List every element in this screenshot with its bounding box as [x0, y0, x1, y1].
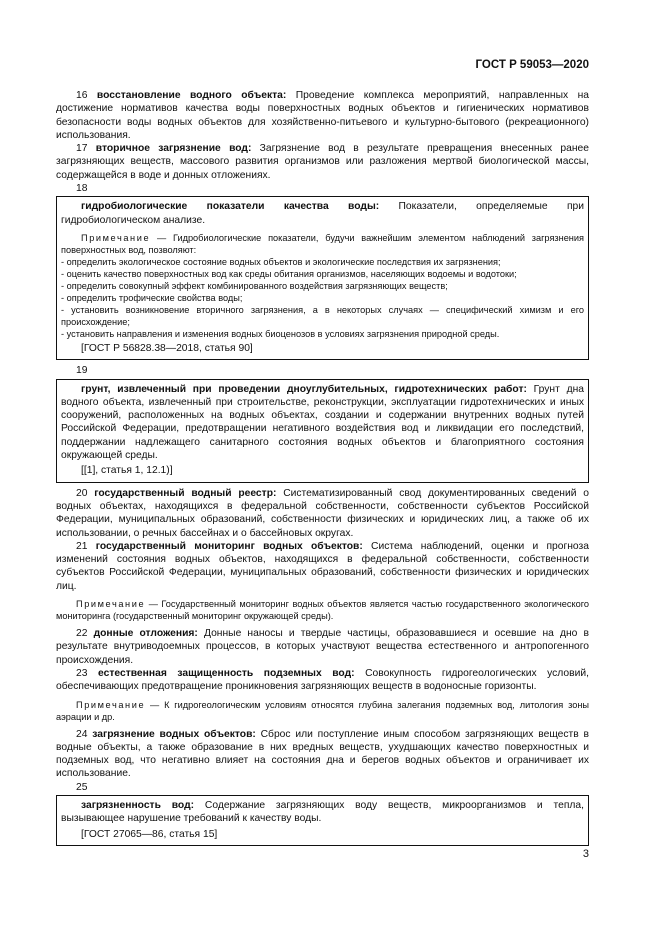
entry-17: 17 вторичное загрязнение вод: Загрязнение вод в результате превращения внесенных ранее загрязняющих веществ, массового развития организмов или разложения мертвой биологической массы, содержащейся в воде и донных отложениях.: [56, 143, 589, 181]
entry-23-note: Примечание — К гидрогеологическим условиям относятся глубина залегания подземных вод, литология зоны аэрации и др.: [56, 699, 589, 722]
source-reference: [ГОСТ Р 56828.38—2018, статья 90]: [81, 342, 253, 354]
term: донные отложения:: [93, 628, 198, 640]
note-list-item: - определить экологическое состояние водных объектов и экологические последствия их загрязнения;: [61, 256, 501, 267]
entry-25-box: [56, 795, 589, 846]
entry-20: 20 государственный водный реестр: Систематизированный свод документированных сведений о водных объектах, находящихся в федеральной собственности, собственности субъектов Российской Федерации, муниципальных образований, собственности физических и юридических лиц, а также об их использовании, о речных бассейнах и о бассейновых округах.: [56, 487, 589, 539]
document-body: [56, 89, 589, 850]
note-list-item: - установить направления и изменения водных биоценозов в условиях загрязнения природной среды.: [61, 328, 500, 339]
entry-23: 23 естественная защищенность подземных вод: Совокупность гидрогеологических условий, обеспечивающих предотвращение проникновения загрязняющих веществ в водоносные горизонты.: [56, 667, 589, 693]
source-reference: [[1], статья 1, 12.1)]: [81, 465, 173, 477]
entry-18-number: 18: [76, 183, 88, 195]
term: грунт, извлеченный при проведении дноуглубительных, гидротехнических работ:: [81, 383, 527, 395]
note-list-item: - оценить качество поверхностных вод как среды обитания организмов, населяющих водоемы и водотоки;: [61, 268, 517, 279]
note-list-item: - определить трофические свойства воды;: [61, 292, 243, 303]
entry-19-definition: грунт, извлеченный при проведении дноуглубительных, гидротехнических работ: Грунт дна водного объекта, извлеченный при строительстве, реконструкции, эксплуатации гидротехнических и иных сооружений, расположенных на водных объектах, создании и содержании внутренних водных путей Российской Федерации, предотвращении негативного воздействия вод и ликвидации его последствий, поддержании надлежащего санитарного состояния водных объектов и благоприятного состояния окружающей среды.: [61, 383, 584, 462]
page-number: 3: [582, 848, 589, 860]
term: государственный мониторинг водных объектов:: [95, 540, 363, 552]
note-list-item: - определить совокупный эффект комбинированного воздействия загрязняющих веществ;: [61, 280, 448, 291]
term: восстановление водного объекта:: [96, 90, 287, 101]
term: гидробиологические показатели качества воды:: [81, 201, 380, 213]
entry-21: 21 государственный мониторинг водных объектов: Система наблюдений, оценки и прогноза изменений состояния водных объектов, находящихся в федеральной собственности, собственности субъектов Российской Федерации, муниципальных образований, собственности физических и юридических лиц.: [56, 540, 589, 592]
term: государственный водный реестр:: [94, 487, 277, 499]
note-list: [61, 256, 584, 340]
note-list-item: - установить возникновение вторичного загрязнения, а в некоторых случаях — специфический химизм и его происхождение;: [61, 304, 584, 327]
entry-25-number: 25: [76, 781, 88, 793]
entry-24: 24 загрязнение водных объектов: Сброс или поступление иным способом загрязняющих веществ в водные объекты, а также образование в них вредных веществ, ухудшающих качество поверхностных и подземных вод, что негативно влияет на состояния дна и берегов водных объектов и ограничивает их использование.: [56, 728, 589, 780]
entry-18-definition: гидробиологические показатели качества воды: Показатели, определяемые при гидробиологическом анализе.: [61, 201, 584, 226]
entry-19-box: [56, 379, 589, 483]
entry-18-box: [56, 196, 589, 360]
entry-16: 16 восстановление водного объекта: Проведение комплекса мероприятий, направленных на достижение нормативов качества воды поверхностных водных объектов и гигиенических нормативов безопасности воды водных объектов для хозяйственно-питьевого и культурно-бытового (рекреационного) использования.: [56, 90, 589, 141]
entry-21-note: Примечание — Государственный мониторинг водных объектов является частью государственного экологического мониторинга (государственный мониторинг окружающей среды).: [56, 599, 589, 622]
term: загрязнение водных объектов:: [92, 728, 256, 740]
entry-18-note: Примечание — Гидробиологические показатели, будучи важнейшим элементом наблюдений загрязнения поверхностных вод, позволяют:: [61, 232, 584, 255]
term: вторичное загрязнение вод:: [95, 143, 252, 155]
source-reference: [ГОСТ 27065—86, статья 15]: [81, 828, 218, 840]
term: естественная защищенность подземных вод:: [98, 667, 355, 679]
entry-19-number: 19: [76, 365, 88, 377]
term: загрязненность вод:: [81, 799, 195, 811]
document-header: ГОСТ Р 59053—2020: [475, 59, 589, 71]
entry-25-definition: загрязненность вод: Содержание загрязняющих воду веществ, микроорганизмов и тепла, вызывающее нарушение требований к качеству воды.: [61, 799, 585, 825]
entry-22: 22 донные отложения: Донные наносы и твердые частицы, образовавшиеся и осевшие на дно в результате внутриводоемных процессов, в которых участвуют вещества естественного и антропогенного происхождения.: [56, 628, 589, 666]
